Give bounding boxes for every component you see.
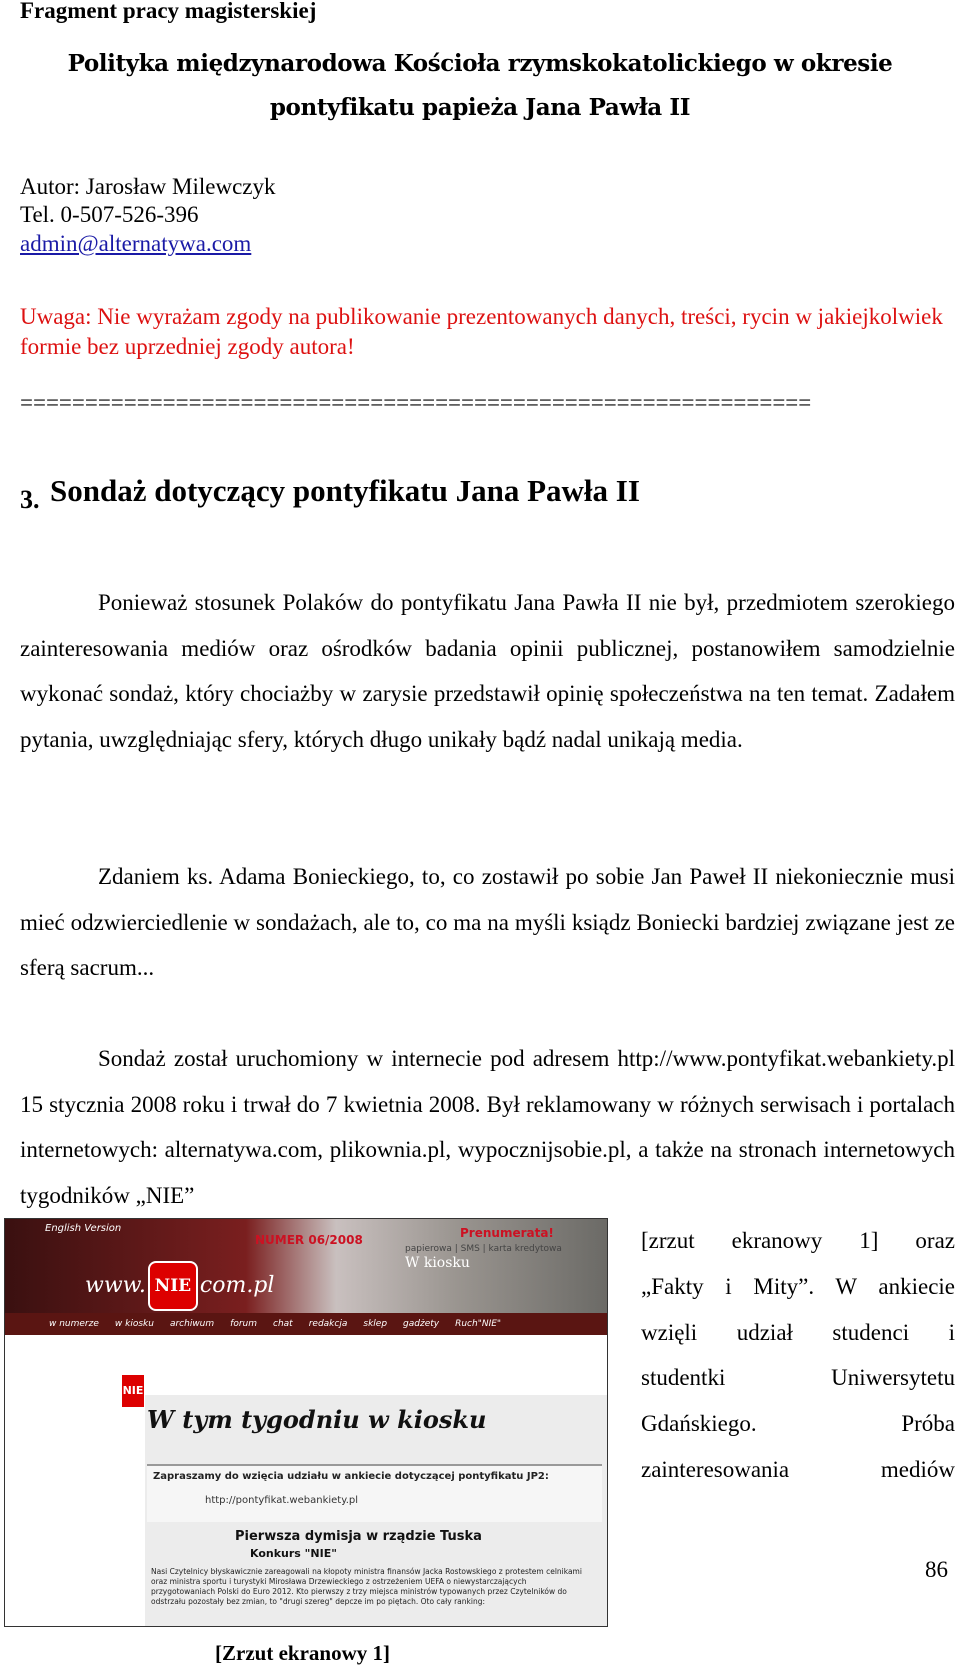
side-logo-icon: NIE [122, 1375, 144, 1407]
paragraph-2-text: Zdaniem ks. Adama Bonieckiego, to, co zostawił po sobie Jan Paweł II niekoniecznie musi mieć odzwierciedlenie w sondażach, ale to, co ma na myśli ksiądz Boniecki bardziej związane jest ze sferą sacrum... [20, 864, 955, 980]
section-number: 3. [20, 485, 40, 514]
kiosk-label: W kiosku [405, 1255, 470, 1271]
subscription-options: papierowa | SMS | karta kredytowa [405, 1244, 562, 1254]
site-nav-item: forum [230, 1319, 258, 1329]
side-text-line: zainteresowania mediów [641, 1457, 955, 1482]
thesis-title-line-2: pontyfikatu papieża Jana Pawła II [269, 94, 691, 121]
site-nav-item: w kiosku [114, 1319, 154, 1329]
site-nav-item: archiwum [169, 1319, 215, 1329]
side-text-line: studentki Uniwersytetu [641, 1365, 955, 1390]
contest-label: Konkurs "NIE" [250, 1547, 337, 1560]
copyright-warning: Uwaga: Nie wyrażam zgody na publikowanie prezentowanych danych, treści, rycin w jakiejkolwiek formie bez uprzedniej zgody autora! [20, 304, 943, 359]
author-line: Autor: Jarosław Milewczyk [20, 174, 276, 199]
site-nav-item: sklep [363, 1319, 388, 1329]
separator-line: ============================================================= [20, 390, 812, 415]
site-nav-item: Ruch"NIE" [455, 1319, 502, 1329]
figure-caption: [Zrzut ekranowy 1] [215, 1641, 390, 1665]
site-nav-item: w numerze [49, 1319, 99, 1329]
survey-url: http://pontyfikat.webankiety.pl [205, 1495, 359, 1506]
paragraph-3-text: Sondaż został uruchomiony w internecie pod adresem http://www.pontyfikat.webankiety.pl 15 stycznia 2008 roku i trwał do 7 kwietnia 2008. Był reklamowany w różnych serwisach i portalach internetowych: alternatywa.com, plikownia.pl, wypocznijsobie.pl, a także na stronach internetowych tygodników „NIE” [20, 1046, 955, 1208]
article-headline: Pierwsza dymisja w rządzie Tuska [235, 1529, 482, 1544]
logo-suffix: com.pl [199, 1273, 275, 1298]
logo-prefix: www. [85, 1273, 146, 1298]
english-version-link: English Version [45, 1223, 122, 1234]
section-title: Sondaż dotyczący pontyfikatu Jana Pawła II [50, 473, 640, 508]
stop-sign-icon: NIE [148, 1261, 198, 1311]
paragraph-1 [20, 580, 955, 762]
issue-row [5, 1335, 607, 1395]
thesis-title-line-1: Polityka międzynarodowa Kościoła rzymskokatolickiego w okresie [67, 50, 893, 77]
paragraph-3 [20, 1036, 955, 1218]
email-link[interactable]: admin@alternatywa.com [20, 231, 252, 256]
site-logo [85, 1261, 274, 1311]
survey-invite-text: Zapraszamy do wzięcia udziału w ankiecie dotyczącej pontyfikatu JP2: [153, 1471, 549, 1482]
this-week-heading: W tym tygodniu w kiosku [147, 1405, 487, 1434]
phone-line: Tel. 0-507-526-396 [20, 202, 199, 227]
page-number: 86 [925, 1557, 948, 1582]
site-nav-item: redakcja [308, 1319, 348, 1329]
side-text-line: [zrzut ekranowy 1] oraz [641, 1228, 955, 1253]
site-nav-item: chat [273, 1319, 293, 1329]
document-header: Fragment pracy magisterskiej [20, 0, 317, 23]
side-text-line: wzięli udział studenci i [641, 1320, 955, 1345]
side-text-line: „Fakty i Mity”. W ankiecie [641, 1274, 955, 1299]
article-body: Nasi Czytelnicy błyskawicznie zareagowali na kłopoty ministra finansów Jacka Rostowskiego z protestem celnikami oraz ministra sportu i turystyki Mirosława Drzewieckiego z ostrzeżeniem UEFA o niewystarczających przygotowaniach Polski do Euro 2012. Kto pierwszy z trzy miejsca ministrów typowanych przez Czytelników do odstrzału pozostały bez zmian, to "drugi szereg" depcze im po piętach. Oto cały ranking: [151, 1567, 582, 1606]
site-nav [5, 1313, 607, 1335]
nie-website-screenshot [4, 1218, 608, 1627]
issue-number: NUMER 06/2008 [255, 1233, 363, 1247]
side-text-line: Gdańskiego. Próba [641, 1411, 955, 1436]
paragraph-1-text: Ponieważ stosunek Polaków do pontyfikatu Jana Pawła II nie był, przedmiotem szerokiego zainteresowania mediów oraz ośrodków badania opinii publicznej, postanowiłem samodzielnie wykonać sondaż, który chociażby w zarysie przedstawił opinię społeczeństwa na ten temat. Zadałem pytania, uwzględniając sfery, których długo unikały bądź nadal unikają media. [20, 590, 955, 752]
site-nav-item: gadżety [403, 1319, 440, 1329]
paragraph-2 [20, 854, 955, 991]
subscription-link: Prenumerata! [460, 1226, 554, 1240]
